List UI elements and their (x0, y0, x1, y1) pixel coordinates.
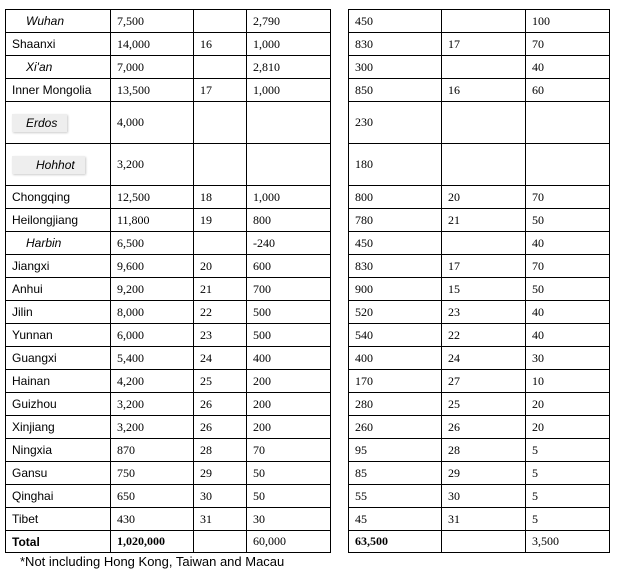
table-row (6, 439, 331, 462)
cell-c: 200 (247, 416, 331, 439)
row-name: Ningxia (6, 439, 111, 462)
cell-d: 780 (349, 209, 442, 232)
cell-e (442, 10, 526, 33)
row-name: Xi'an (6, 56, 111, 79)
cell-e: 23 (442, 301, 526, 324)
table-row (349, 508, 610, 531)
total-e (442, 531, 526, 553)
row-name: Shaanxi (6, 33, 111, 56)
cell-c: 200 (247, 370, 331, 393)
cell-c: 30 (247, 508, 331, 531)
table-row (349, 278, 610, 301)
cell-d: 260 (349, 416, 442, 439)
cell-b (194, 232, 247, 255)
row-name: Wuhan (6, 10, 111, 33)
cell-c: 1,000 (247, 186, 331, 209)
cell-c: 1,000 (247, 79, 331, 102)
table-row (6, 393, 331, 416)
cell-b (194, 102, 247, 144)
cell-f: 60 (526, 79, 610, 102)
row-name: Guizhou (6, 393, 111, 416)
cell-e: 16 (442, 79, 526, 102)
total-c: 60,000 (247, 531, 331, 553)
footnote: *Not including Hong Kong, Taiwan and Macau (20, 554, 285, 569)
table-row (6, 416, 331, 439)
cell-e (442, 56, 526, 79)
cell-b: 31 (194, 508, 247, 531)
cell-c: 70 (247, 439, 331, 462)
cell-b: 22 (194, 301, 247, 324)
cell-f (526, 102, 610, 144)
cell-a: 650 (111, 485, 194, 508)
table-row (349, 144, 610, 186)
row-name: Hohhot (12, 156, 85, 174)
row-name: Anhui (6, 278, 111, 301)
table-row (6, 347, 331, 370)
cell-c: -240 (247, 232, 331, 255)
cell-c: 600 (247, 255, 331, 278)
row-name: Tibet (6, 508, 111, 531)
cell-d: 45 (349, 508, 442, 531)
row-name: Guangxi (6, 347, 111, 370)
table-row (349, 439, 610, 462)
cell-f (526, 144, 610, 186)
cell-b: 29 (194, 462, 247, 485)
cell-b: 24 (194, 347, 247, 370)
cell-f: 40 (526, 301, 610, 324)
cell-a: 4,000 (111, 102, 194, 144)
table-row (349, 79, 610, 102)
table-row (349, 102, 610, 144)
cell-a: 9,200 (111, 278, 194, 301)
cell-b: 26 (194, 393, 247, 416)
cell-e: 21 (442, 209, 526, 232)
table-row (349, 33, 610, 56)
table-row (349, 10, 610, 33)
table-row (349, 462, 610, 485)
table-row (6, 79, 331, 102)
table-row (349, 485, 610, 508)
table-row (6, 278, 331, 301)
cell-b: 20 (194, 255, 247, 278)
table-row (349, 232, 610, 255)
cell-a: 430 (111, 508, 194, 531)
cell-d: 180 (349, 144, 442, 186)
cell-b: 17 (194, 79, 247, 102)
table-row (6, 56, 331, 79)
cell-f: 5 (526, 439, 610, 462)
row-name: Qinghai (6, 485, 111, 508)
cell-e (442, 102, 526, 144)
cell-e: 27 (442, 370, 526, 393)
cell-f: 70 (526, 255, 610, 278)
table-row (6, 301, 331, 324)
cell-e: 26 (442, 416, 526, 439)
cell-d: 540 (349, 324, 442, 347)
cell-d: 520 (349, 301, 442, 324)
cell-e (442, 144, 526, 186)
table-row (6, 232, 331, 255)
cell-c: 2,810 (247, 56, 331, 79)
table-row (349, 416, 610, 439)
row-name: Harbin (6, 232, 111, 255)
total-row (6, 531, 331, 553)
table-row (6, 10, 331, 33)
row-name: Xinjiang (6, 416, 111, 439)
cell-c: 500 (247, 301, 331, 324)
cell-f: 40 (526, 324, 610, 347)
cell-b (194, 144, 247, 186)
table-row (6, 186, 331, 209)
cell-e: 22 (442, 324, 526, 347)
cell-b: 16 (194, 33, 247, 56)
cell-c: 700 (247, 278, 331, 301)
table-row (6, 508, 331, 531)
cell-f: 5 (526, 485, 610, 508)
cell-d: 300 (349, 56, 442, 79)
cell-d: 830 (349, 255, 442, 278)
table-row (349, 393, 610, 416)
cell-d: 95 (349, 439, 442, 462)
table-row (6, 144, 331, 186)
row-name: Hainan (6, 370, 111, 393)
total-b (194, 531, 247, 553)
cell-a: 11,800 (111, 209, 194, 232)
table-row (6, 370, 331, 393)
cell-d: 85 (349, 462, 442, 485)
cell-f: 30 (526, 347, 610, 370)
left-table (5, 9, 331, 553)
cell-b: 19 (194, 209, 247, 232)
total-d: 63,500 (349, 531, 442, 553)
cell-a: 7,500 (111, 10, 194, 33)
cell-b (194, 10, 247, 33)
cell-d: 55 (349, 485, 442, 508)
cell-f: 40 (526, 232, 610, 255)
row-name: Erdos (12, 114, 67, 132)
row-name: Jilin (6, 301, 111, 324)
right-table (348, 9, 610, 553)
cell-a: 12,500 (111, 186, 194, 209)
cell-e: 30 (442, 485, 526, 508)
table-row (349, 347, 610, 370)
cell-f: 5 (526, 462, 610, 485)
table-row (6, 462, 331, 485)
table-row (349, 324, 610, 347)
cell-f: 70 (526, 33, 610, 56)
cell-d: 830 (349, 33, 442, 56)
cell-e: 31 (442, 508, 526, 531)
cell-d: 850 (349, 79, 442, 102)
cell-d: 450 (349, 10, 442, 33)
cell-b: 23 (194, 324, 247, 347)
cell-e: 20 (442, 186, 526, 209)
row-name: Heilongjiang (6, 209, 111, 232)
cell-f: 20 (526, 393, 610, 416)
cell-a: 6,500 (111, 232, 194, 255)
row-name: Yunnan (6, 324, 111, 347)
cell-a: 3,200 (111, 393, 194, 416)
cell-c: 50 (247, 462, 331, 485)
cell-d: 230 (349, 102, 442, 144)
cell-b: 18 (194, 186, 247, 209)
table-row (6, 485, 331, 508)
cell-b: 28 (194, 439, 247, 462)
cell-d: 170 (349, 370, 442, 393)
table-row (6, 209, 331, 232)
row-name-cell (6, 144, 111, 186)
cell-c: 50 (247, 485, 331, 508)
table-row (349, 255, 610, 278)
cell-b: 21 (194, 278, 247, 301)
cell-a: 4,200 (111, 370, 194, 393)
cell-a: 7,000 (111, 56, 194, 79)
cell-e: 28 (442, 439, 526, 462)
row-name: Gansu (6, 462, 111, 485)
cell-f: 100 (526, 10, 610, 33)
table-row (349, 56, 610, 79)
cell-c: 800 (247, 209, 331, 232)
cell-e: 15 (442, 278, 526, 301)
cell-b (194, 56, 247, 79)
cell-c: 400 (247, 347, 331, 370)
cell-c: 200 (247, 393, 331, 416)
cell-f: 70 (526, 186, 610, 209)
row-name: Inner Mongolia (6, 79, 111, 102)
cell-a: 6,000 (111, 324, 194, 347)
cell-a: 870 (111, 439, 194, 462)
cell-b: 26 (194, 416, 247, 439)
cell-c: 1,000 (247, 33, 331, 56)
cell-c (247, 144, 331, 186)
cell-f: 50 (526, 278, 610, 301)
table-row (349, 209, 610, 232)
cell-d: 280 (349, 393, 442, 416)
table-row (349, 370, 610, 393)
cell-a: 750 (111, 462, 194, 485)
cell-f: 50 (526, 209, 610, 232)
table-row (349, 186, 610, 209)
cell-c: 2,790 (247, 10, 331, 33)
cell-f: 10 (526, 370, 610, 393)
table-row (6, 102, 331, 144)
cell-f: 5 (526, 508, 610, 531)
cell-a: 5,400 (111, 347, 194, 370)
table-row (6, 324, 331, 347)
cell-d: 800 (349, 186, 442, 209)
cell-b: 25 (194, 370, 247, 393)
cell-a: 14,000 (111, 33, 194, 56)
cell-b: 30 (194, 485, 247, 508)
cell-c (247, 102, 331, 144)
cell-d: 900 (349, 278, 442, 301)
cell-e: 24 (442, 347, 526, 370)
cell-e (442, 232, 526, 255)
cell-a: 13,500 (111, 79, 194, 102)
cell-e: 25 (442, 393, 526, 416)
total-a: 1,020,000 (111, 531, 194, 553)
cell-f: 40 (526, 56, 610, 79)
cell-a: 3,200 (111, 144, 194, 186)
total-label: Total (6, 531, 111, 553)
cell-a: 9,600 (111, 255, 194, 278)
table-row (349, 301, 610, 324)
cell-f: 20 (526, 416, 610, 439)
row-name-cell (6, 102, 111, 144)
cell-a: 8,000 (111, 301, 194, 324)
cell-d: 450 (349, 232, 442, 255)
cell-d: 400 (349, 347, 442, 370)
table-row (6, 255, 331, 278)
cell-c: 500 (247, 324, 331, 347)
cell-e: 17 (442, 33, 526, 56)
total-f: 3,500 (526, 531, 610, 553)
total-row (349, 531, 610, 553)
row-name: Chongqing (6, 186, 111, 209)
cell-e: 17 (442, 255, 526, 278)
cell-a: 3,200 (111, 416, 194, 439)
cell-e: 29 (442, 462, 526, 485)
row-name: Jiangxi (6, 255, 111, 278)
table-row (6, 33, 331, 56)
